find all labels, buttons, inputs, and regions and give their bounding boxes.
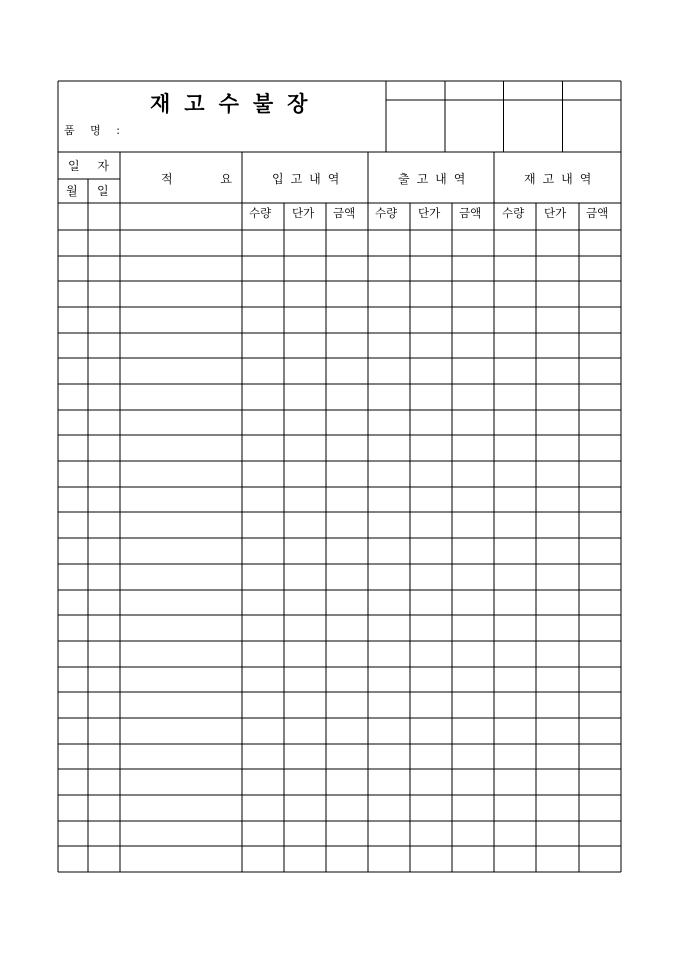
stock-qty-header: 수량 (502, 206, 525, 220)
form-title: 재고수불장 (150, 91, 322, 116)
receipt-qty-header: 수량 (249, 206, 272, 220)
stock-amount-header: 금액 (586, 206, 609, 220)
stock-price-header: 단가 (544, 206, 567, 220)
date-header: 일 자 (68, 159, 116, 173)
table-grid (58, 81, 621, 872)
inventory-ledger-form (58, 81, 621, 872)
day-header: 일 (97, 184, 116, 198)
receipt-amount-header: 금액 (333, 206, 356, 220)
stock-group-header: 재고내역 (524, 172, 599, 186)
month-header: 월 (66, 184, 85, 198)
item-name-label: 품 명 : (64, 124, 126, 137)
issue-qty-header: 수량 (375, 206, 398, 220)
receipt-group-header: 입고내역 (272, 172, 347, 186)
summary-header: 적 요 (161, 172, 254, 186)
issue-group-header: 출고내역 (398, 172, 473, 186)
issue-price-header: 단가 (418, 206, 441, 220)
receipt-price-header: 단가 (292, 206, 315, 220)
issue-amount-header: 금액 (459, 206, 482, 220)
